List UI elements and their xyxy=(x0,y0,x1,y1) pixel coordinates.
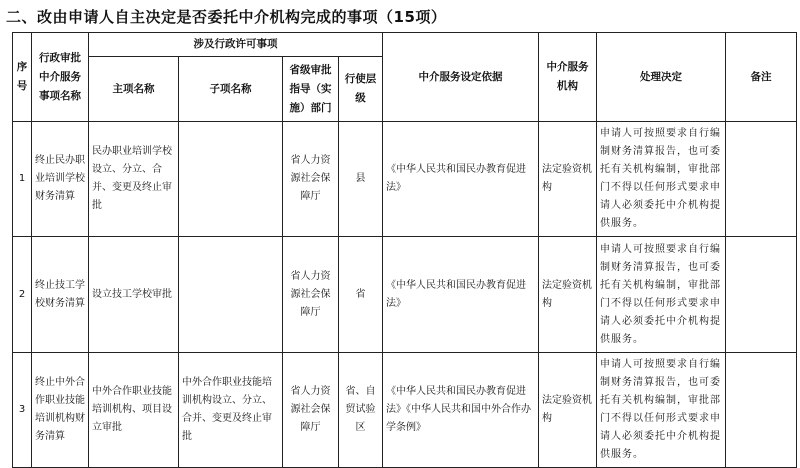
row-approval: 终止中外合作职业技能培训机构财务清算 xyxy=(32,353,89,468)
row-main-item: 中外合作职业技能培训机构、项目设立审批 xyxy=(89,353,179,468)
header-decision: 处理决定 xyxy=(597,33,726,122)
row-sub-item: 中外合作职业技能培训机构设立、分立、合并、变更及终止审批 xyxy=(179,353,283,468)
row-level: 县 xyxy=(339,122,383,237)
header-level: 行使层级 xyxy=(339,57,383,122)
header-agency: 中介服务机构 xyxy=(539,33,597,122)
row-basis: 《中华人民共和国民办教育促进法》《中华人民共和国中外合作办学条例》 xyxy=(383,353,539,468)
row-sub-item xyxy=(179,237,283,353)
header-remark: 备注 xyxy=(726,33,797,122)
header-basis: 中介服务设定依据 xyxy=(383,33,539,122)
row-decision: 申请人可按照要求自行编制财务清算报告，也可委托有关机构编制，审批部门不得以任何形式要求申请人必须委托中介机构提供服务。 xyxy=(597,122,726,237)
table-row xyxy=(13,122,797,237)
row-sub-item xyxy=(179,122,283,237)
header-sub-item: 子项名称 xyxy=(179,57,283,122)
row-dept: 省人力资源社会保障厅 xyxy=(283,237,339,353)
header-main-item: 主项名称 xyxy=(89,57,179,122)
row-level: 省、自贸试验区 xyxy=(339,353,383,468)
row-agency: 法定验资机构 xyxy=(539,353,597,468)
row-approval: 终止民办职业培训学校财务清算 xyxy=(32,122,89,237)
header-approval: 行政审批中介服务事项名称 xyxy=(32,33,89,122)
table-row xyxy=(13,237,797,353)
row-level: 省 xyxy=(339,237,383,353)
row-dept: 省人力资源社会保障厅 xyxy=(283,122,339,237)
page-title: 二、改由申请人自主决定是否委托中介机构完成的事项（15项） xyxy=(6,8,447,26)
row-agency: 法定验资机构 xyxy=(539,237,597,353)
row-remark xyxy=(726,122,797,237)
row-seq: 3 xyxy=(13,353,32,468)
row-agency: 法定验资机构 xyxy=(539,122,597,237)
row-main-item: 设立技工学校审批 xyxy=(89,237,179,353)
row-basis: 《中华人民共和国民办教育促进法》 xyxy=(383,237,539,353)
row-main-item: 民办职业培训学校设立、分立、合并、变更及终止审批 xyxy=(89,122,179,237)
row-seq: 1 xyxy=(13,122,32,237)
header-seq: 序号 xyxy=(13,33,32,122)
row-decision: 申请人可按照要求自行编制财务清算报告，也可委托有关机构编制，审批部门不得以任何形式要求申请人必须委托中介机构提供服务。 xyxy=(597,237,726,353)
header-row-1 xyxy=(13,33,797,57)
header-dept: 省级审批指导（实施）部门 xyxy=(283,57,339,122)
row-decision: 申请人可按照要求自行编制财务清算报告，也可委托有关机构编制，审批部门不得以任何形式要求申请人必须委托中介机构提供服务。 xyxy=(597,353,726,468)
header-permit-group: 涉及行政许可事项 xyxy=(89,33,383,57)
row-remark xyxy=(726,353,797,468)
row-remark xyxy=(726,237,797,353)
row-seq: 2 xyxy=(13,237,32,353)
matters-table xyxy=(12,32,797,468)
row-dept: 省人力资源社会保障厅 xyxy=(283,353,339,468)
row-approval: 终止技工学校财务清算 xyxy=(32,237,89,353)
table-row xyxy=(13,353,797,468)
row-basis: 《中华人民共和国民办教育促进法》 xyxy=(383,122,539,237)
